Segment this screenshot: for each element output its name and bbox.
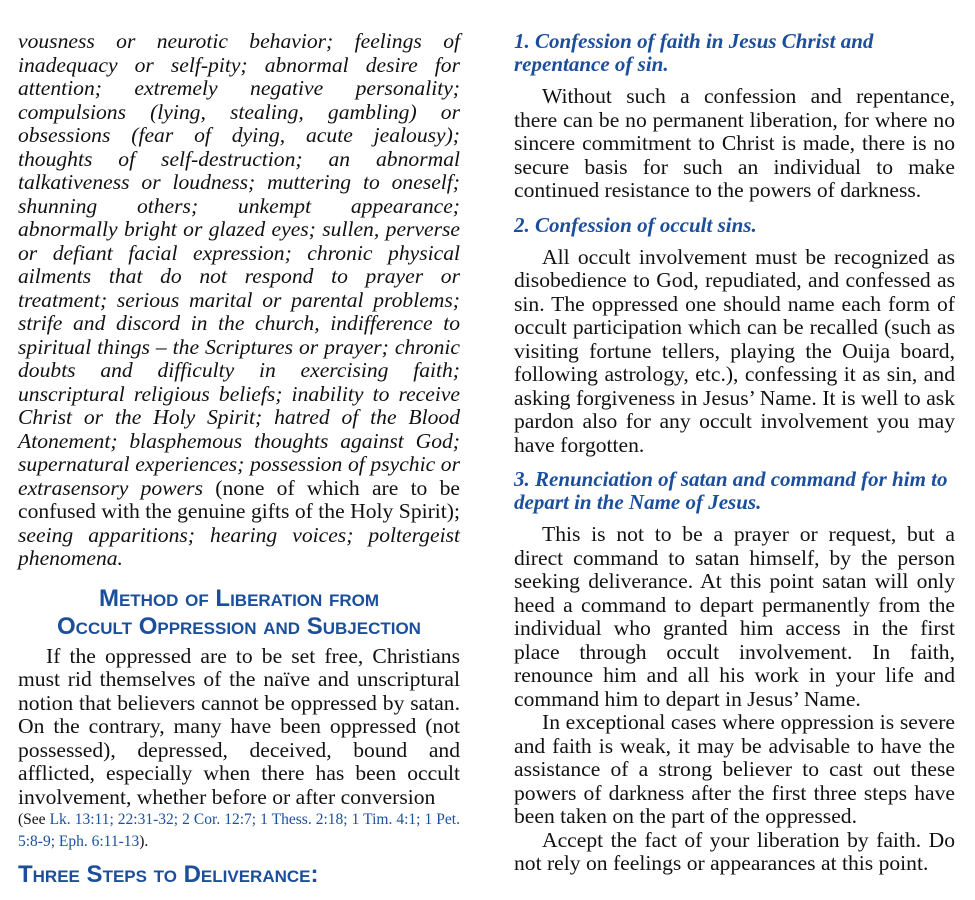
left-column [18,30,460,889]
three-steps-heading: Three Steps to Deliverance: [18,861,319,888]
refs-text: Lk. 13:11; 22:31-32; 2 Cor. 12:7; 1 Thess. 2:18; 1 Tim. 4:1; 1 Pet. 5:8-9; Eph. 6:11-13 [18,811,460,850]
step3-body-1: This is not to be a prayer or request, but a direct command to satan himself, by the person seeking deliverance. At this point satan will only heed a command to depart permanently from the individual who granted him access in the first place through occult involvement. In faith, renounce him and all his work in your life and command him to depart in Jesus’ Name. [514,522,955,711]
step2-body: All occult involvement must be recognized as disobedience to God, repudiated, and confessed as sin. The oppressed one should name each form of occult participation which can be recalled (such as visiting fortune tellers, playing the Ouija board, following astrology, etc.), confessing it as sin, and asking forgiveness in Jesus’ Name. It is well to ask pardon also for any occult involvement you may have forgotten. [514,244,955,457]
step3-body-2: In exceptional cases where oppression is severe and faith is weak, it may be advisable to have the assistance of a strong believer to cast out these powers of darkness after the first three steps have been taken on the part of the oppressed. [514,710,955,828]
symptoms-italic-end-text: seeing apparitions; hearing voices; poltergeist phenomena. [18,522,460,570]
symptoms-paragraph [18,30,460,571]
step1-title: 1. Confession of faith in Jesus Christ and repentance of sin. [514,29,874,76]
method-heading [18,585,460,641]
method-heading-line2: Occult Oppression and Subjection [57,612,421,640]
step3-body-3: Accept the fact of your liberation by faith. Do not rely on feelings or appearances at this point. [514,827,955,875]
refs-open: (See [18,811,50,828]
scripture-references [18,809,460,853]
symptoms-roman-text: (none of which are to be confused with the genuine gifts of the Holy Spirit); [18,475,460,523]
step3-title: 3. Renunciation of satan and command for him to depart in the Name of Jesus. [514,467,948,514]
step2-title: 2. Confession of occult sins. [514,212,757,237]
method-heading-line1: Method of Liberation from [98,584,380,612]
method-paragraph-text: If the oppressed are to be set free, Christians must rid themselves of the naïve and unscriptural notion that believers cannot be oppressed by satan. On the contrary, many have been oppressed (not possessed), depressed, deceived, bound and afflicted, especially when there has been occult involvement, whether before or after conversion [18,643,460,809]
right-column [514,30,955,876]
refs-close: ). [139,833,149,850]
symptoms-italic-text: vousness or neurotic behavior; feelings of inadequacy or self-pity; abnormal desire for attention; extremely negative personality; compulsions (lying, stealing, gambling) or obsessions (fear of dying, acute jealousy); thoughts of self-destruction; an abnormal talkativeness or loudness; muttering to oneself; shunning others; unkempt appearance; abnormally bright or glazed eyes; sullen, perverse or defiant facial expression; chronic physical ailments that do not respond to prayer or treatment; serious marital or parental problems; strife and discord in the church, indifference to spiritual things – the Scriptures or prayer; chronic doubts and difficulty in exercising faith; unscriptural religious beliefs; inability to receive Christ or the Holy Spirit; hatred of the Blood Atonement; blasphemous thoughts against God; supernatural experiences; possession of psychic or extrasensory powers [18,29,460,500]
step1-body: Without such a confession and repentance, there can be no permanent liberation, for where no sincere commitment to Christ is made, there is no secure basis for such an individual to make continued resistance to the powers of darkness. [514,84,955,202]
method-paragraph [18,645,460,810]
